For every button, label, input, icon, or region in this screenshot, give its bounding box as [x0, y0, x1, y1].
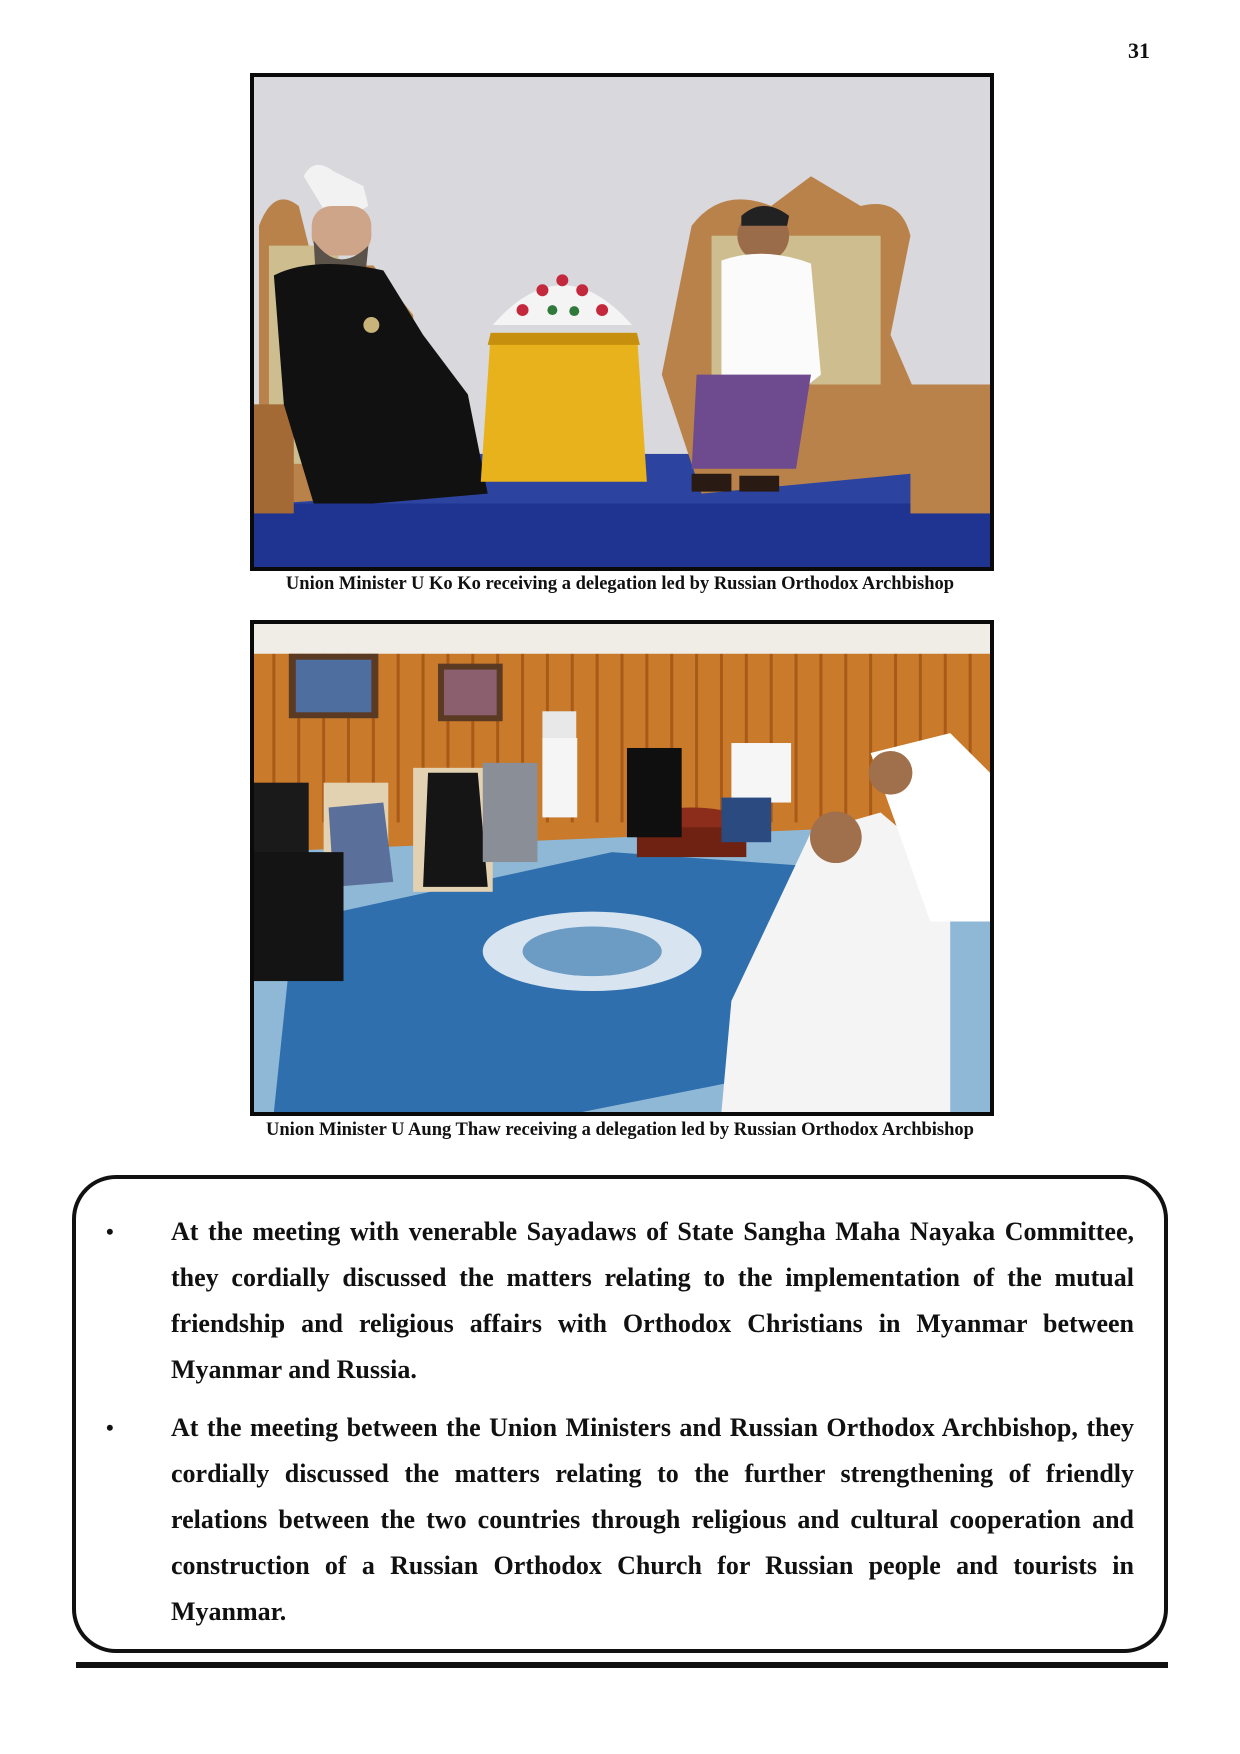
footer-divider — [76, 1662, 1168, 1668]
photo-meeting-u-aung-thaw — [250, 620, 994, 1116]
summary-box — [72, 1175, 1168, 1653]
page-number: 31 — [1128, 38, 1150, 63]
list-item — [106, 1209, 1134, 1393]
list-item — [106, 1405, 1134, 1635]
bullet-text: At the meeting between the Union Ministers and Russian Orthodox Archbishop, they cordially discussed the matters relating to the further strengthening of friendly relations between the two countries through religious and cultural cooperation and construction of a Russian Orthodox Church for Russian people and tourists in Myanmar. — [171, 1413, 1134, 1626]
bullet-text: At the meeting with venerable Sayadaws of State Sangha Maha Nayaka Committee, they cordially discussed the matters relating to the implementation of the mutual friendship and religious affairs with Orthodox Christians in Myanmar between Myanmar and Russia. — [171, 1217, 1134, 1384]
bullet-icon: • — [106, 1219, 114, 1244]
bullet-list — [106, 1209, 1134, 1635]
photo-meeting-u-ko-ko — [250, 73, 994, 571]
photo-caption: Union Minister U Ko Ko receiving a delegation led by Russian Orthodox Archbishop — [285, 574, 955, 594]
bullet-icon: • — [106, 1415, 114, 1440]
photo-caption: Union Minister U Aung Thaw receiving a delegation led by Russian Orthodox Archbishop — [266, 1120, 974, 1140]
